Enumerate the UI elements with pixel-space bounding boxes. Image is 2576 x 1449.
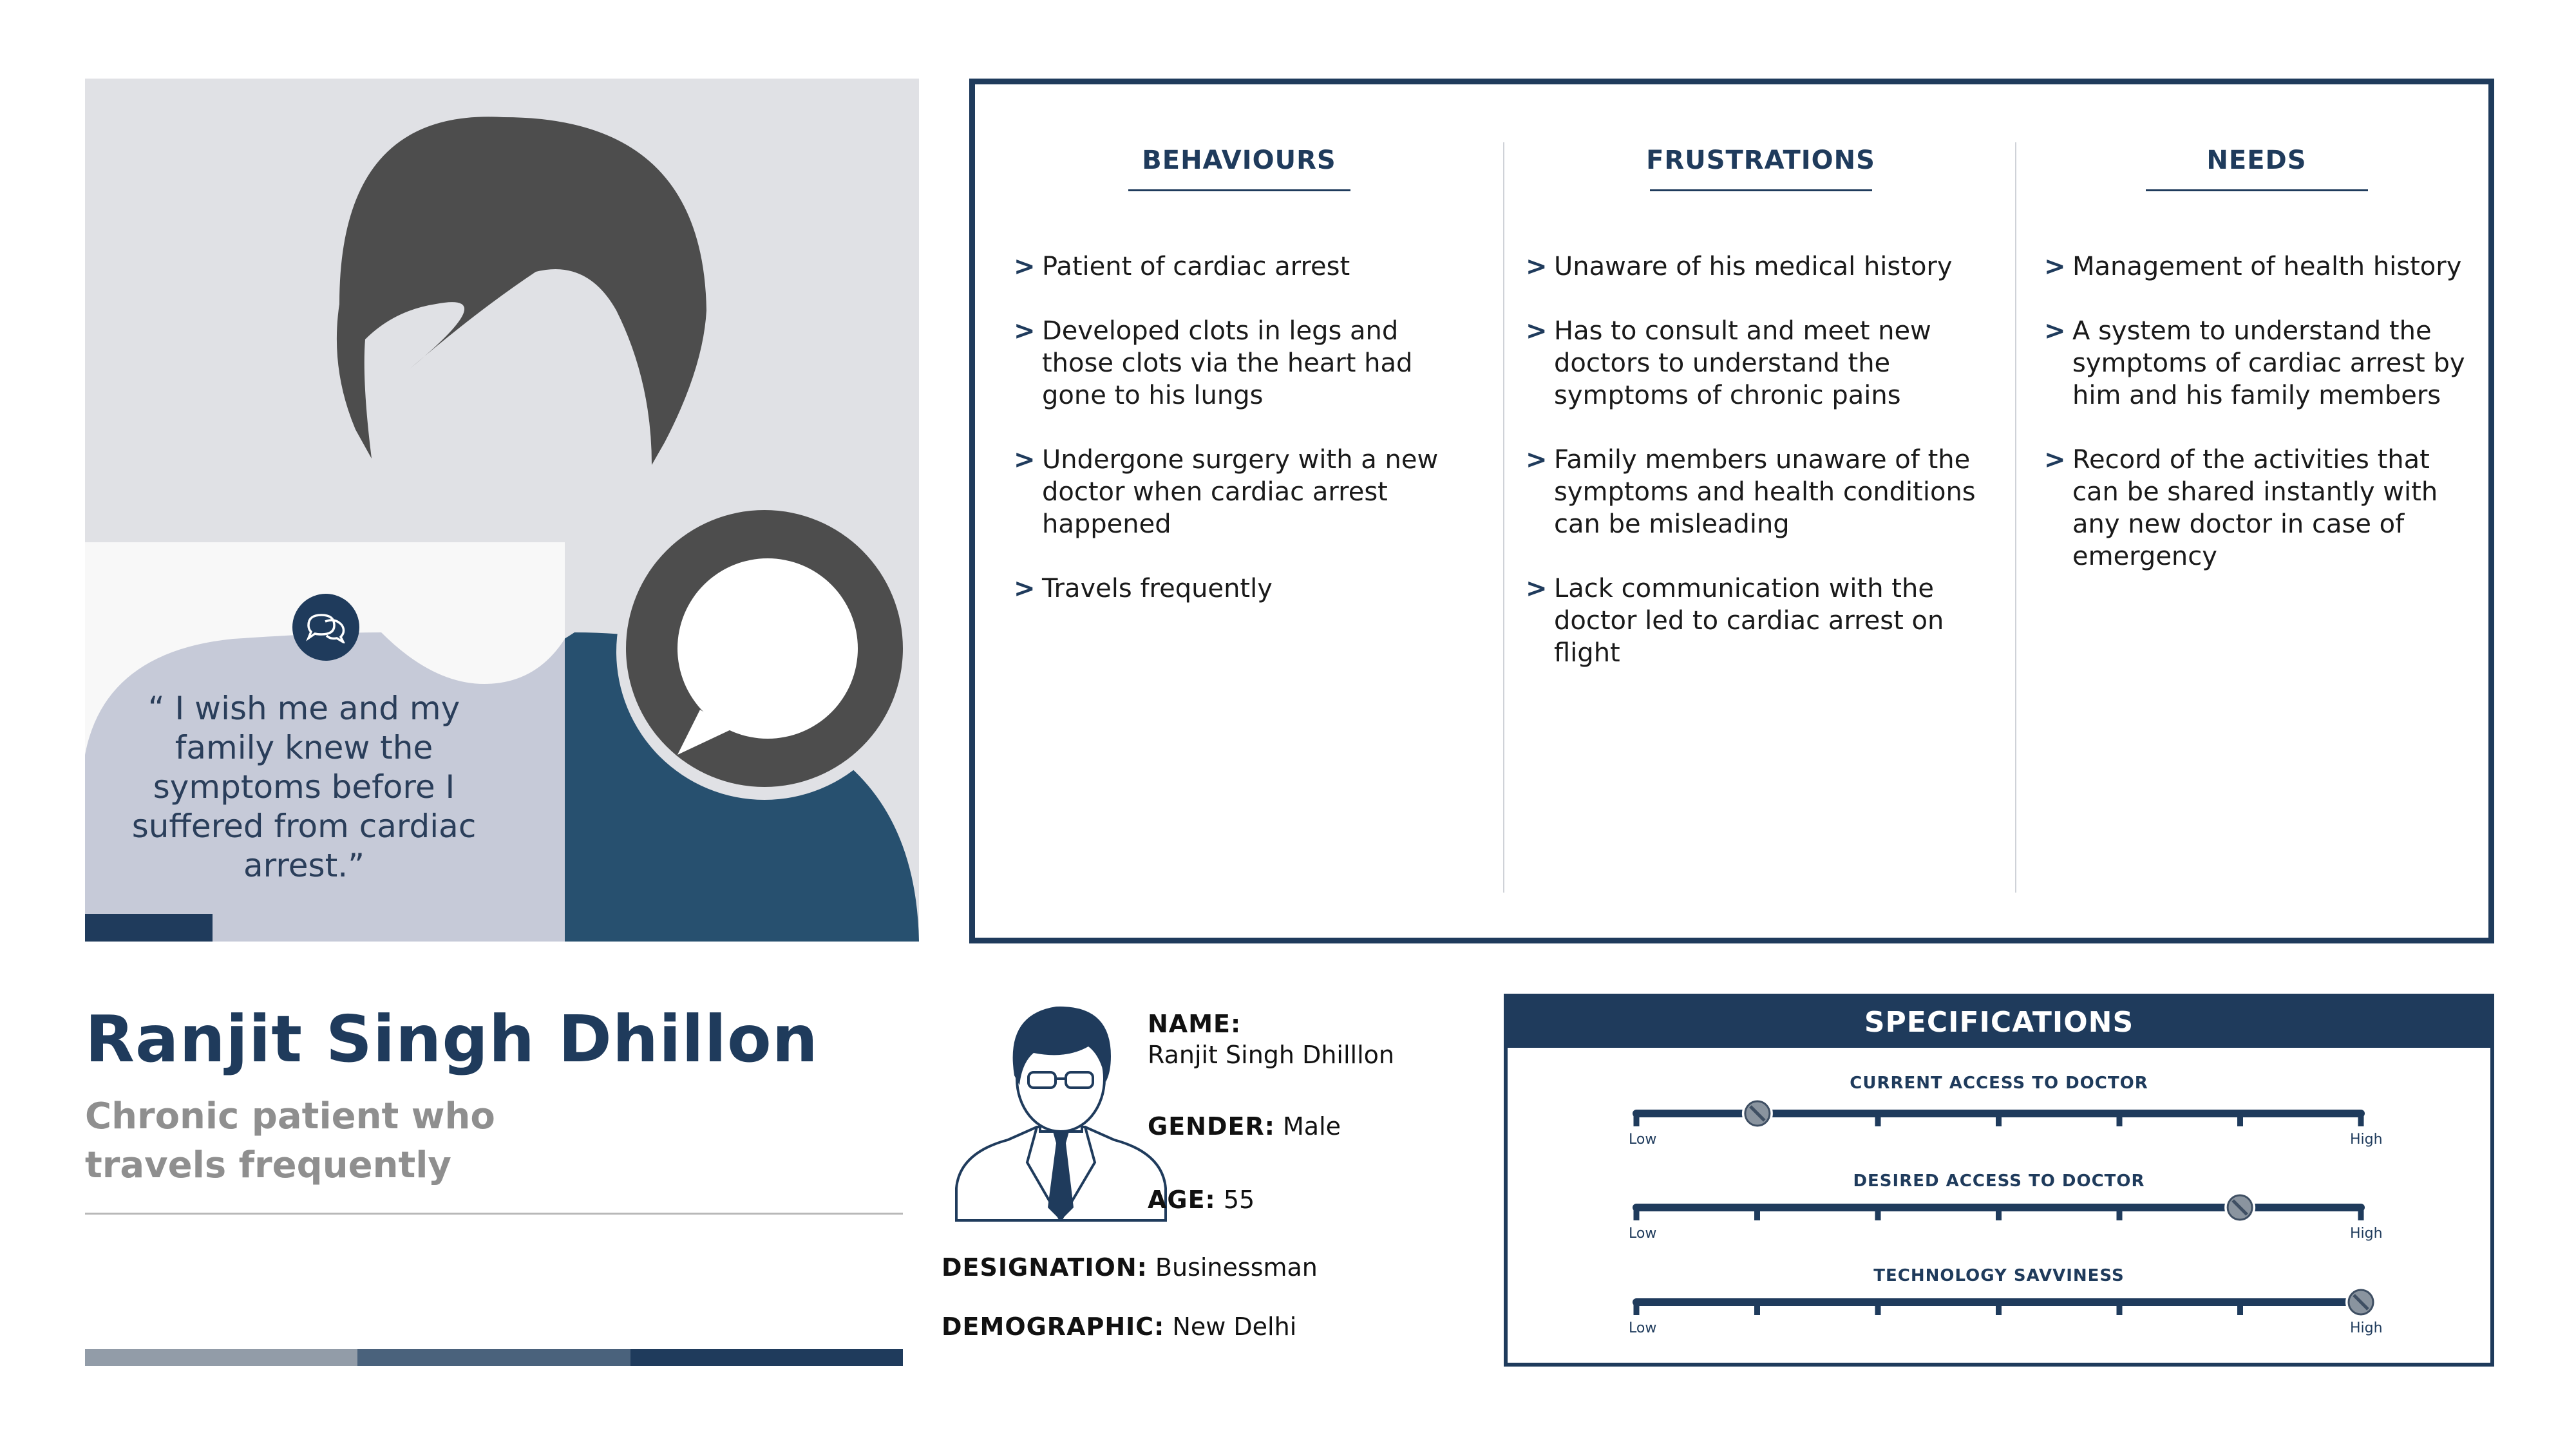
chevron-right-icon: >	[1526, 316, 1548, 346]
accent-bar-segment	[630, 1349, 903, 1366]
persona-illustration	[85, 79, 919, 942]
name-label: NAME:	[1148, 1010, 1242, 1038]
spec-scale-label: DESIRED ACCESS TO DOCTOR	[1853, 1171, 2145, 1191]
spec-scale	[1508, 1171, 2490, 1242]
chevron-right-icon: >	[1014, 445, 1036, 475]
spec-scale-label: TECHNOLOGY SAVVINESS	[1873, 1266, 2125, 1285]
list-item: > Developed clots in legs and those clots via the heart had gone to his lungs	[1014, 316, 1413, 410]
chevron-right-icon: >	[2044, 445, 2066, 475]
persona-subtitle: Chronic patient who travels frequently	[85, 1095, 495, 1186]
needs-heading: NEEDS	[2206, 146, 2307, 175]
needs-column	[2044, 146, 2469, 605]
profile-designation	[942, 1252, 1318, 1283]
behaviours-list	[1014, 251, 1464, 605]
list-item: > Patient of cardiac arrest	[1014, 252, 1350, 281]
accent-bar-segment	[85, 1349, 357, 1366]
spec-low-label: Low	[1629, 1226, 1657, 1242]
persona-name: Ranjit Singh Dhillon	[85, 1001, 819, 1077]
gender-value: Male	[1283, 1112, 1341, 1141]
spec-scale	[1508, 1074, 2490, 1148]
slider-knob-icon	[1742, 1098, 1773, 1129]
spec-slider	[1630, 1289, 2367, 1328]
chevron-right-icon: >	[1014, 574, 1036, 603]
spec-low-label: Low	[1629, 1320, 1657, 1336]
chevron-right-icon: >	[1526, 445, 1548, 475]
chevron-right-icon: >	[1526, 252, 1548, 281]
spec-low-label: Low	[1629, 1132, 1657, 1148]
list-item: > Family members unaware of the symptoms and health conditions can be misleading	[1526, 445, 1976, 539]
spec-scale-label: CURRENT ACCESS TO DOCTOR	[1850, 1074, 2148, 1093]
chevron-right-icon: >	[2044, 316, 2066, 346]
accent-bar-segment	[357, 1349, 630, 1366]
designation-value: Businessman	[1155, 1253, 1318, 1282]
heading-underline	[2146, 189, 2368, 191]
divider	[85, 1213, 903, 1215]
frustrations-list	[1526, 251, 1996, 669]
spec-high-label: High	[2350, 1320, 2383, 1336]
profile-name	[1148, 1009, 1394, 1070]
profile-age	[1148, 1184, 1255, 1215]
list-item: > Travels frequently	[1014, 574, 1273, 603]
persona-details-box	[969, 79, 2494, 943]
behaviours-column	[1014, 146, 1464, 637]
chevron-right-icon: >	[1014, 316, 1036, 346]
spec-scale	[1508, 1266, 2490, 1336]
profile-gender	[1148, 1111, 1341, 1142]
spec-high-label: High	[2350, 1132, 2383, 1148]
specifications-title: SPECIFICATIONS	[1508, 998, 2490, 1048]
list-item: > Has to consult and meet new doctors to understand the symptoms of chronic pains	[1526, 316, 1931, 410]
heading-underline	[1650, 189, 1872, 191]
slider-knob-icon	[2224, 1192, 2255, 1223]
spec-high-label: High	[2350, 1226, 2383, 1242]
needs-list	[2044, 251, 2469, 573]
list-item: > Unaware of his medical history	[1526, 252, 1953, 281]
specifications-panel	[1504, 994, 2494, 1367]
chevron-right-icon: >	[1526, 574, 1548, 603]
heading-underline	[1128, 189, 1350, 191]
chevron-right-icon: >	[2044, 252, 2066, 281]
frustrations-heading: FRUSTRATIONS	[1646, 146, 1875, 175]
frustrations-column	[1526, 146, 1996, 701]
speech-bubbles-icon	[292, 594, 359, 661]
profile-demographic	[942, 1311, 1296, 1342]
list-item: > Record of the activities that can be shared instantly with any new doctor in case of emergency	[2044, 445, 2438, 571]
persona-quote: “ I wish me and my family knew the symptoms before I suffered from cardiac arrest.”	[131, 690, 477, 884]
designation-label: DESIGNATION:	[942, 1253, 1148, 1282]
slider-knob-icon	[2345, 1287, 2376, 1318]
demographic-value: New Delhi	[1172, 1312, 1297, 1341]
chevron-right-icon: >	[1014, 252, 1036, 281]
list-item: > Lack communication with the doctor led to cardiac arrest on flight	[1526, 574, 1944, 668]
age-value: 55	[1223, 1186, 1255, 1214]
name-value: Ranjit Singh Dhilllon	[1148, 1041, 1394, 1069]
gender-label: GENDER:	[1148, 1112, 1275, 1141]
behaviours-heading: BEHAVIOURS	[1142, 146, 1336, 175]
accent-bar	[85, 1349, 903, 1366]
demographic-label: DEMOGRAPHIC:	[942, 1312, 1165, 1341]
spec-slider	[1630, 1101, 2367, 1139]
column-divider	[2015, 142, 2016, 893]
list-item: > Management of health history	[2044, 252, 2462, 281]
spec-slider	[1630, 1195, 2367, 1233]
list-item: > A system to understand the symptoms of cardiac arrest by him and his family members	[2044, 316, 2465, 410]
age-label: AGE:	[1148, 1186, 1216, 1214]
speech-bubble-icon	[613, 491, 919, 864]
list-item: > Undergone surgery with a new doctor when cardiac arrest happened	[1014, 445, 1439, 539]
column-divider	[1503, 142, 1504, 893]
hero-accent-bar	[85, 914, 213, 942]
doctor-avatar-icon	[950, 995, 1172, 1224]
